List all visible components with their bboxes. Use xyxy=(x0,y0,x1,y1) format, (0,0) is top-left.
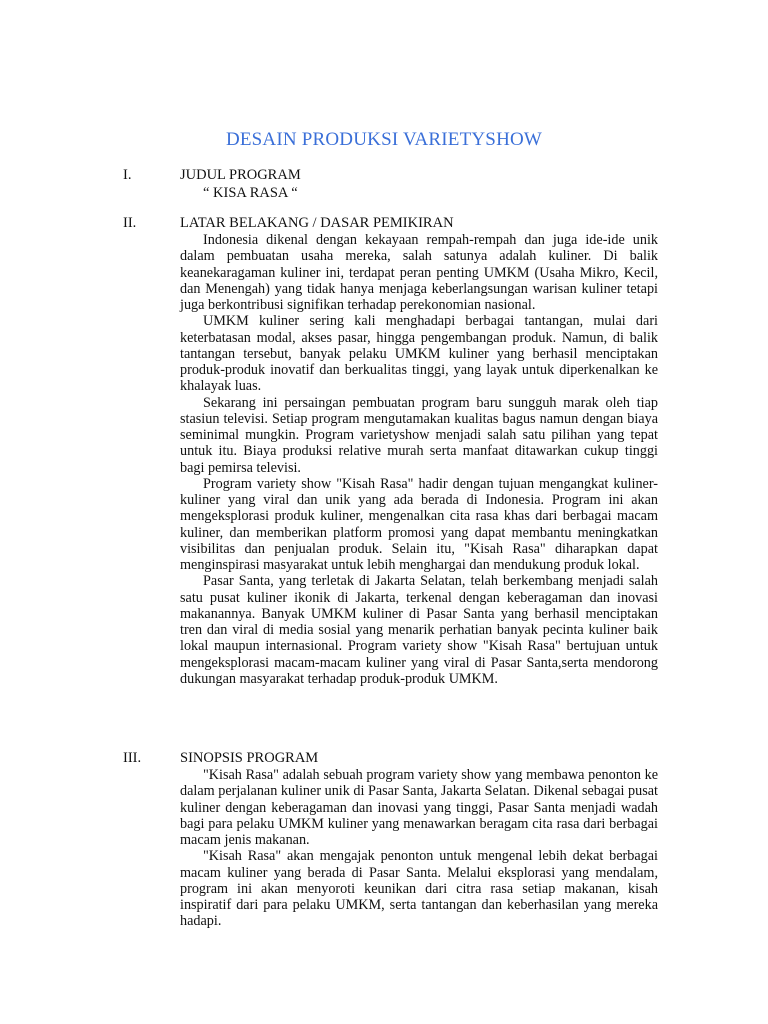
section-latar-belakang xyxy=(123,214,658,687)
section-number: I. xyxy=(123,167,132,183)
paragraph: UMKM kuliner sering kali menghadapi berbagai tantangan, mulai dari keterbatasan modal, akses pasar, hingga pengembangan produk. Namun, di balik tantangan tersebut, banyak pelaku UMKM kuliner yang berhasil menciptakan produk-produk inovatif dan berkualitas tinggi, yang layak untuk diperkenalkan ke khalayak luas. xyxy=(180,313,658,395)
section-heading xyxy=(123,166,658,184)
section-title: SINOPSIS PROGRAM xyxy=(180,750,319,766)
section-number: III. xyxy=(123,750,142,766)
section-heading xyxy=(123,749,658,767)
section-title: JUDUL PROGRAM xyxy=(180,167,301,183)
document-title: DESAIN PRODUKSI VARIETYSHOW xyxy=(225,129,543,150)
paragraph: Indonesia dikenal dengan kekayaan rempah-rempah dan juga ide-ide unik dalam pembuatan usaha mereka, salah satunya adalah kuliner. Di balik keanekaragaman kuliner ini, terdapat peran penting UMKM (Usaha Mikro, Kecil, dan Menengah) yang tidak hanya menjaga keberlangsungan warisan kuliner tetapi juga berkontribusi signifikan terhadap perekonomian nasional. xyxy=(180,232,658,313)
paragraph: "Kisah Rasa" adalah sebuah program variety show yang membawa penonton ke dalam perjalanan kuliner unik di Pasar Santa, Jakarta Selatan. Dikenal sebagai pusat kuliner dengan keberagaman dan inovasi yang tinggi, Pasar Santa menjadi wadah bagi para pelaku UMKM kuliner yang menawarkan beragam cita rasa dari berbagai macam jenis makanan. xyxy=(180,767,658,848)
section-number: II. xyxy=(123,215,137,231)
section-body xyxy=(180,232,658,687)
section-title: LATAR BELAKANG / DASAR PEMIKIRAN xyxy=(180,215,454,231)
section-judul-program xyxy=(123,166,658,202)
section-body xyxy=(180,767,658,930)
paragraph: Sekarang ini persaingan pembuatan program baru sungguh marak oleh tiap stasiun televisi. Setiap program mengutamakan kualitas bagus namun dengan biaya seminimal mungkin. Program varietyshow menjadi salah satu pilihan yang tepat untuk itu. Biaya produksi relative murah serta manfaat ditawarkan cukup tinggi bagi pemirsa televisi. xyxy=(180,394,658,476)
section-sinopsis-program xyxy=(123,749,658,930)
section-heading xyxy=(123,214,658,232)
paragraph: "Kisah Rasa" akan mengajak penonton untuk mengenal lebih dekat berbagai macam kuliner yang berada di Pasar Santa. Melalui eksplorasi yang mendalam, program ini akan menyoroti keunikan dari citra rasa setiap makanan, kisah inspiratif dari para pelaku UMKM, serta tantangan dan keberhasilan yang mereka hadapi. xyxy=(180,848,658,930)
paragraph: Pasar Santa, yang terletak di Jakarta Selatan, telah berkembang menjadi salah satu pusat kuliner ikonik di Jakarta, terkenal dengan keberagaman dan inovasi makanannya. Banyak UMKM kuliner di Pasar Santa yang berhasil menciptakan tren dan viral di media sosial yang menarik perhatian banyak pecinta kuliner baik lokal maupun internasional. Program variety show "Kisah Rasa" bertujuan untuk mengeksplorasi macam-macam kuliner yang viral di Pasar Santa,serta mendorong dukungan masyarakat terhadap produk-produk UMKM. xyxy=(180,573,658,687)
paragraph: Program variety show "Kisah Rasa" hadir dengan tujuan mengangkat kuliner-kuliner yang viral dan unik yang ada berada di Indonesia. Program ini akan mengeksplorasi produk kuliner, mengenalkan cita rasa khas dari berbagai macam kuliner, dan memberikan platform promosi yang dapat membantu meningkatkan visibilitas dan penjualan produk. Selain itu, "Kisah Rasa" diharapkan dapat menginspirasi masyarakat untuk lebih menghargai dan mendukung produk lokal. xyxy=(180,475,658,573)
program-name: “ KISA RASA “ xyxy=(203,185,298,201)
